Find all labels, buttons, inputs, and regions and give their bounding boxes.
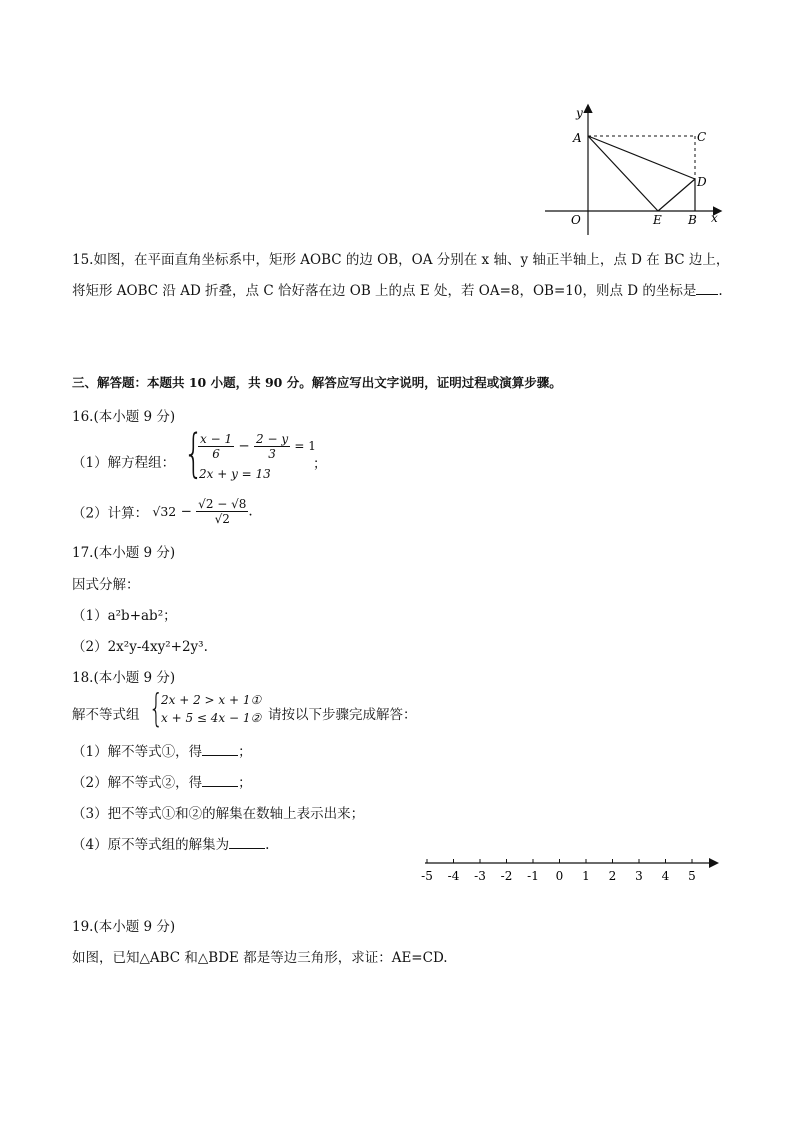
q18-s1-blank[interactable] xyxy=(202,743,238,756)
label-E: E xyxy=(653,213,662,227)
numberline-label: 4 xyxy=(661,869,670,883)
numberline-label: 3 xyxy=(635,869,643,883)
q15-line2: 将矩形 AOBC 沿 AD 折叠，点 C 恰好落在边 OB 上的点 E 处，若 OA=8，OB=10，则点 D 的坐标是 . xyxy=(72,283,723,299)
q16-system-brace: { xyxy=(183,424,204,484)
q18-header: 18.(本小题 9 分) xyxy=(72,670,176,686)
numberline-label: 0 xyxy=(555,869,564,883)
q16-eq1-rhs: = 1 xyxy=(294,439,316,453)
numberline-label: -1 xyxy=(527,869,539,883)
q18-s1: （1）解不等式①，得 ； xyxy=(72,744,252,760)
label-O: O xyxy=(571,213,581,227)
label-y: y xyxy=(576,106,583,120)
q18-s3: （3）把不等式①和②的解集在数轴上表示出来； xyxy=(72,806,365,822)
q18-intro: 解不等式组 xyxy=(72,707,140,723)
q16-frac1: $\frac{x - 1}{6}$ xyxy=(200,432,233,461)
q17-p1: （1）a²b+ab²； xyxy=(72,608,177,624)
q19-line: 如图，已知△ABC 和△BDE 都是等边三角形，求证：AE=CD. xyxy=(72,950,448,966)
q15-line2-text: 将矩形 AOBC 沿 AD 折叠，点 C 恰好落在边 OB 上的点 E 处，若 OA=8，OB=10，则点 D 的坐标是 xyxy=(72,283,697,299)
q18-ineq1: 2x + 2 > x + 1① xyxy=(161,693,262,707)
q16-p2-label: （2）计算： xyxy=(72,505,149,522)
numberline-label: -2 xyxy=(500,869,513,883)
q18-s2: （2）解不等式②，得 ； xyxy=(72,775,252,791)
coordinate-figure-15 xyxy=(540,100,730,240)
label-C: C xyxy=(697,130,707,144)
segment-AE xyxy=(588,136,658,211)
q16-p1-end: ； xyxy=(313,456,327,472)
q18-s4-blank[interactable] xyxy=(229,836,265,849)
q16-p2: （2）计算： √32 − $\frac{√2 - √8}{√2}$ . xyxy=(72,497,253,526)
segment-ED xyxy=(658,179,695,211)
q16-p1-label: （1）解方程组： xyxy=(72,455,176,471)
q15-line1: 15.如图，在平面直角坐标系中，矩形 AOBC 的边 OB，OA 分别在 x 轴、y 轴正半轴上，点 D 在 BC 边上， xyxy=(72,252,730,268)
label-A: A xyxy=(573,131,582,145)
q19-header: 19.(本小题 9 分) xyxy=(72,919,176,935)
label-D: D xyxy=(697,175,707,189)
q16-eq1 xyxy=(198,432,316,461)
q17-header: 17.(本小题 9 分) xyxy=(72,545,176,561)
q17-p2: （2）2x²y-4xy²+2y³. xyxy=(72,639,208,655)
q18-after: 请按以下步骤完成解答： xyxy=(268,707,417,723)
q16-p2-sqrt32: √32 xyxy=(152,504,177,519)
segment-AD xyxy=(588,136,695,179)
numberline-label: -4 xyxy=(447,869,460,883)
q18-system-brace: { xyxy=(148,686,164,730)
q16-p2-frac: $\frac{√2 - √8}{√2}$ xyxy=(198,497,247,526)
label-B: B xyxy=(688,213,697,227)
label-x: x xyxy=(711,211,718,225)
q18-s4: （4）原不等式组的解集为 . xyxy=(72,837,270,853)
q16-header: 16.(本小题 9 分) xyxy=(72,409,176,425)
q16-eq1-minus: − xyxy=(238,438,250,454)
numberline-label: -5 xyxy=(421,869,433,883)
numberline-label: 5 xyxy=(688,869,696,883)
q16-frac2: $\frac{2 - y}{3}$ xyxy=(256,432,289,461)
q16-eq2: 2x + y = 13 xyxy=(199,467,271,481)
number-line xyxy=(415,852,725,886)
q18-ineq2: x + 5 ≤ 4x − 1② xyxy=(161,711,262,725)
q15-answer-blank[interactable] xyxy=(696,282,718,295)
numberline-label: 2 xyxy=(608,869,617,883)
q16-p2-minus: − xyxy=(180,503,192,520)
q17-intro: 因式分解： xyxy=(72,577,140,593)
section3-heading: 三、解答题：本题共 10 小题，共 90 分。解答应写出文字说明，证明过程或演算步骤。 xyxy=(72,375,562,390)
q18-s2-blank[interactable] xyxy=(202,774,238,787)
numberline-label: -3 xyxy=(474,869,486,883)
numberline-label: 1 xyxy=(582,869,590,883)
